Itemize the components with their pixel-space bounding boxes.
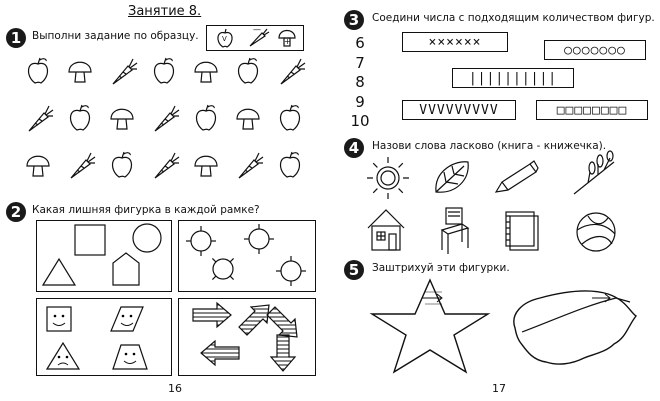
apple-icon	[281, 105, 300, 130]
number-8: 8	[355, 73, 365, 91]
pentagon-shape	[113, 253, 139, 285]
arrow-diagonal-2	[267, 307, 297, 337]
number-10: 10	[350, 112, 370, 130]
page-number-right: 17	[492, 382, 506, 395]
number-6: 6	[355, 34, 365, 52]
sample-mark-2: —	[253, 25, 261, 34]
task4-instruction: Назови слова ласково (книга - книжечка).	[372, 140, 607, 152]
box-ticks: VVVVVVVVV	[402, 100, 516, 120]
leaf-shape	[514, 291, 636, 364]
number-9: 9	[355, 92, 365, 111]
carrot-icon	[113, 59, 137, 84]
apple-icon	[113, 152, 132, 177]
task5-number: 5	[344, 260, 364, 280]
box-lines: ||||||||||	[452, 68, 574, 88]
task5-shapes	[330, 272, 660, 382]
arrow-left	[201, 341, 239, 365]
lesson-title: Занятие 8.	[128, 4, 202, 19]
apple-icon	[71, 105, 90, 130]
ball-icon	[577, 213, 615, 251]
sun-icon	[367, 157, 409, 199]
task1-number: 1	[6, 28, 26, 48]
mushroom-icon	[195, 62, 217, 82]
mushroom-icon	[195, 156, 217, 176]
arrow-right	[193, 303, 231, 327]
mushroom-icon	[69, 62, 91, 82]
object-grid	[0, 55, 330, 195]
frame-circles	[178, 220, 316, 292]
task2-instruction: Какая лишняя фигурка в каждой рамке?	[32, 204, 260, 216]
box-crosses: ××××××	[402, 32, 508, 52]
task3-number: 3	[344, 10, 364, 30]
task2-number: 2	[6, 202, 26, 222]
task5-instruction: Заштрихуй эти фигурки.	[372, 262, 510, 274]
trapezoid-face	[113, 345, 147, 369]
branch-icon	[574, 151, 614, 194]
sample-mark-1: V	[222, 35, 227, 43]
house-icon	[368, 210, 404, 250]
circle-with-ticks	[186, 226, 216, 256]
sample-box	[206, 25, 304, 51]
apple-icon	[239, 58, 258, 83]
notebook-icon	[506, 212, 538, 250]
carrot-icon	[71, 153, 95, 178]
triangle-shape	[43, 259, 75, 285]
apple-icon	[197, 105, 216, 130]
task3-instruction: Соедини числа с подходящим количеством фигур.	[372, 12, 655, 24]
pencil-icon	[496, 161, 538, 192]
mushroom-icon	[111, 109, 133, 129]
number-7: 7	[355, 53, 365, 72]
task4-pictures	[330, 150, 660, 260]
task1-instruction: Выполни задание по образцу.	[32, 30, 199, 42]
mushroom-icon	[27, 156, 49, 176]
frame-arrows	[178, 298, 316, 376]
square-face	[47, 307, 71, 331]
square-shape	[75, 225, 105, 255]
carrot-icon	[29, 106, 53, 131]
carrot-icon	[281, 59, 305, 84]
frame-faces	[36, 298, 172, 376]
sample-mark-3: +	[284, 37, 291, 46]
carrot-icon	[155, 153, 179, 178]
rhombus-face	[111, 307, 143, 331]
arrow-diagonal-1	[239, 305, 269, 335]
apple-icon	[281, 152, 300, 177]
carrot-icon	[155, 106, 179, 131]
circle-shape	[133, 224, 161, 252]
arrow-down	[271, 335, 295, 371]
carrot-icon	[239, 153, 263, 178]
chair-icon	[442, 208, 468, 254]
apple-icon	[29, 58, 48, 83]
circle-with-ticks	[244, 224, 274, 254]
number-list	[348, 34, 372, 132]
mushroom-icon	[237, 109, 259, 129]
circle-with-ticks	[212, 258, 233, 279]
frame-shapes	[36, 220, 172, 292]
task4-number: 4	[344, 138, 364, 158]
right-page	[330, 0, 660, 401]
box-circles: ○○○○○○○	[544, 40, 646, 60]
box-squares: □□□□□□□□	[536, 100, 648, 120]
apple-icon	[155, 58, 174, 83]
triangle-face	[47, 343, 79, 369]
circle-with-ticks	[276, 256, 306, 286]
leaf-icon	[436, 162, 468, 192]
page-number-left: 16	[168, 382, 182, 395]
star-shape	[372, 280, 488, 372]
